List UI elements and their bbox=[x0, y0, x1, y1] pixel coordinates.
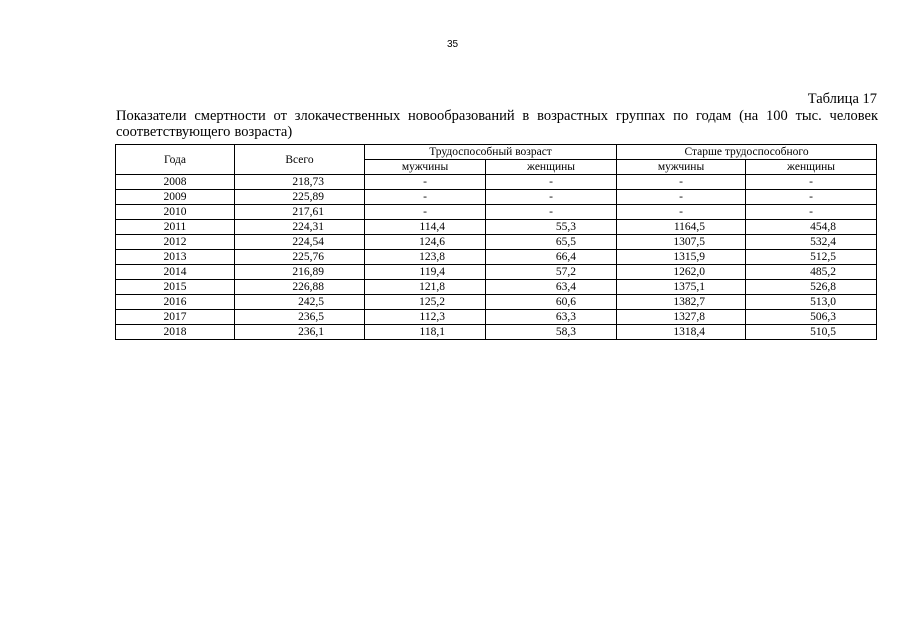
cell-total: 226,88 bbox=[235, 280, 365, 295]
cell-working-men: 112,3 bbox=[365, 310, 486, 325]
cell-working-women: 58,3 bbox=[486, 325, 617, 340]
cell-older-women: 510,5 bbox=[746, 325, 877, 340]
header-year: Года bbox=[116, 145, 235, 175]
table-row bbox=[116, 220, 877, 235]
cell-working-women: - bbox=[486, 175, 617, 190]
cell-older-men: 1262,0 bbox=[617, 265, 746, 280]
table-caption: Показатели смертности от злокачественных новообразований в возрастных группах по годам (на 100 тыс. человек соответствующего возраста) bbox=[116, 108, 878, 140]
cell-working-men: 119,4 bbox=[365, 265, 486, 280]
cell-older-men: - bbox=[617, 175, 746, 190]
cell-older-men: - bbox=[617, 190, 746, 205]
cell-total: 225,76 bbox=[235, 250, 365, 265]
cell-working-women: 63,4 bbox=[486, 280, 617, 295]
cell-older-women: 526,8 bbox=[746, 280, 877, 295]
cell-older-men: 1315,9 bbox=[617, 250, 746, 265]
cell-older-women: 485,2 bbox=[746, 265, 877, 280]
table-row bbox=[116, 235, 877, 250]
header-working-men: мужчины bbox=[365, 160, 486, 175]
table-row bbox=[116, 265, 877, 280]
cell-working-men: 121,8 bbox=[365, 280, 486, 295]
cell-older-women: 513,0 bbox=[746, 295, 877, 310]
cell-working-women: - bbox=[486, 190, 617, 205]
cell-total: 224,54 bbox=[235, 235, 365, 250]
table-row bbox=[116, 280, 877, 295]
cell-total: 218,73 bbox=[235, 175, 365, 190]
table-label: Таблица 17 bbox=[807, 91, 877, 107]
cell-older-women: 512,5 bbox=[746, 250, 877, 265]
cell-year: 2018 bbox=[116, 325, 235, 340]
cell-older-women: 454,8 bbox=[746, 220, 877, 235]
header-row-top bbox=[116, 145, 877, 160]
header-older-women: женщины bbox=[746, 160, 877, 175]
table-row bbox=[116, 205, 877, 220]
cell-older-men: - bbox=[617, 205, 746, 220]
cell-older-women: 532,4 bbox=[746, 235, 877, 250]
table-row bbox=[116, 250, 877, 265]
cell-working-men: 123,8 bbox=[365, 250, 486, 265]
table-row bbox=[116, 310, 877, 325]
cell-working-women: 57,2 bbox=[486, 265, 617, 280]
mortality-table bbox=[115, 144, 877, 340]
header-over-working-age: Старше трудоспособного bbox=[617, 145, 877, 160]
cell-older-men: 1375,1 bbox=[617, 280, 746, 295]
cell-older-women: 506,3 bbox=[746, 310, 877, 325]
cell-older-women: - bbox=[746, 175, 877, 190]
header-working-age: Трудоспособный возраст bbox=[365, 145, 617, 160]
cell-working-men: - bbox=[365, 175, 486, 190]
table-row bbox=[116, 175, 877, 190]
cell-older-women: - bbox=[746, 205, 877, 220]
cell-total: 242,5 bbox=[235, 295, 365, 310]
cell-total: 236,5 bbox=[235, 310, 365, 325]
table-row bbox=[116, 190, 877, 205]
table-row bbox=[116, 325, 877, 340]
cell-working-men: - bbox=[365, 205, 486, 220]
page-number: 35 bbox=[446, 39, 459, 50]
cell-working-women: 60,6 bbox=[486, 295, 617, 310]
cell-year: 2017 bbox=[116, 310, 235, 325]
cell-working-men: 125,2 bbox=[365, 295, 486, 310]
table-row bbox=[116, 295, 877, 310]
table-body bbox=[116, 175, 877, 340]
cell-working-men: 124,6 bbox=[365, 235, 486, 250]
table-header bbox=[116, 145, 877, 175]
header-older-men: мужчины bbox=[617, 160, 746, 175]
cell-working-women: 55,3 bbox=[486, 220, 617, 235]
header-total: Всего bbox=[235, 145, 365, 175]
cell-year: 2015 bbox=[116, 280, 235, 295]
cell-older-men: 1164,5 bbox=[617, 220, 746, 235]
cell-year: 2012 bbox=[116, 235, 235, 250]
cell-working-men: 114,4 bbox=[365, 220, 486, 235]
cell-working-women: 63,3 bbox=[486, 310, 617, 325]
cell-older-men: 1318,4 bbox=[617, 325, 746, 340]
header-working-women: женщины bbox=[486, 160, 617, 175]
cell-year: 2009 bbox=[116, 190, 235, 205]
cell-total: 225,89 bbox=[235, 190, 365, 205]
cell-older-women: - bbox=[746, 190, 877, 205]
cell-older-men: 1382,7 bbox=[617, 295, 746, 310]
cell-total: 236,1 bbox=[235, 325, 365, 340]
cell-total: 217,61 bbox=[235, 205, 365, 220]
cell-working-men: 118,1 bbox=[365, 325, 486, 340]
cell-working-men: - bbox=[365, 190, 486, 205]
cell-older-men: 1307,5 bbox=[617, 235, 746, 250]
cell-year: 2008 bbox=[116, 175, 235, 190]
cell-working-women: 65,5 bbox=[486, 235, 617, 250]
cell-year: 2011 bbox=[116, 220, 235, 235]
cell-year: 2013 bbox=[116, 250, 235, 265]
cell-working-women: - bbox=[486, 205, 617, 220]
cell-total: 224,31 bbox=[235, 220, 365, 235]
cell-year: 2016 bbox=[116, 295, 235, 310]
cell-year: 2014 bbox=[116, 265, 235, 280]
cell-year: 2010 bbox=[116, 205, 235, 220]
cell-working-women: 66,4 bbox=[486, 250, 617, 265]
cell-older-men: 1327,8 bbox=[617, 310, 746, 325]
cell-total: 216,89 bbox=[235, 265, 365, 280]
